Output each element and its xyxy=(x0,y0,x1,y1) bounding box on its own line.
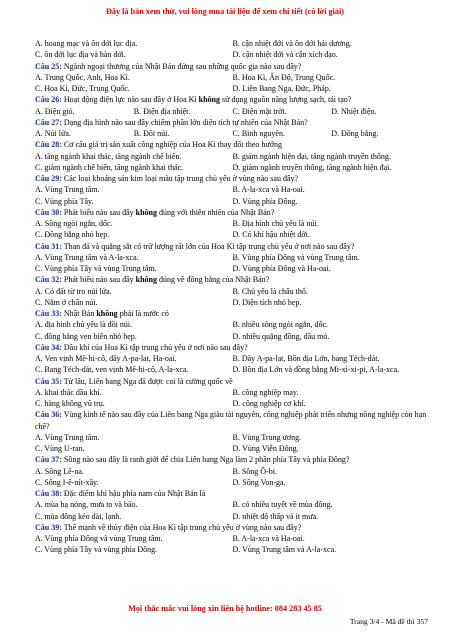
option: B. Đồi núi. xyxy=(133,129,170,138)
option: D. Có khí hậu nhiệt đới. xyxy=(232,230,310,240)
option: B. giảm ngành hiện đại, tăng ngành truyền thống. xyxy=(232,151,391,161)
question-text: Từ lâu, Liên bang Nga đã được coi là cường quốc về xyxy=(61,376,233,386)
option-row xyxy=(35,229,430,240)
option: B. nhiều sông ngòi ngắn, dốc. xyxy=(232,320,329,330)
option-row xyxy=(35,162,430,173)
question-text: Hoạt động điện lực nào sau đây ở Hoa Kì xyxy=(61,95,199,105)
question-text: Than đá và quặng sắt có trữ lượng rất lớn của Hoa Kì tập trung chủ yếu ở nơi nào sau đây? xyxy=(61,241,355,251)
question-block xyxy=(35,488,430,522)
option: B. Vùng Trung ương. xyxy=(232,432,302,442)
option: D. Vùng Viễn Đông. xyxy=(232,444,299,453)
option: C. Bang Téch-dát, ven vịnh Mê-hi-cô, A-la-xca. xyxy=(35,365,189,375)
option: B. Chủ yếu là châu thổ. xyxy=(232,286,308,296)
option-row xyxy=(35,387,430,398)
option-row xyxy=(35,151,430,162)
question-block xyxy=(35,117,430,140)
question-stem xyxy=(35,117,430,128)
question-number: Câu 33: xyxy=(35,309,62,318)
question-block xyxy=(35,94,430,117)
question-number: Câu 30: xyxy=(35,207,62,217)
option: A. địa hình chủ yếu là đồi núi. xyxy=(35,320,133,330)
question-stem xyxy=(35,454,430,465)
option: C. Đồng bằng nhỏ hẹp. xyxy=(35,230,110,240)
option: C. Bình nguyên. xyxy=(232,129,285,138)
option: C. Vùng phía Tây. xyxy=(35,196,94,206)
option: B. có nhiều tuyết về mùa đông. xyxy=(232,500,333,510)
option: B. Hoa Kì, Ấn Độ, Trung Quốc. xyxy=(232,72,336,82)
question-text: Các loại khoáng sản kim loại màu tập trung chủ yếu ở vùng nào sau đây? xyxy=(61,174,299,183)
option: D. công nghiệp cơ khí. xyxy=(232,399,306,408)
option: C. giảm ngành chế biến, tăng ngành khai thác. xyxy=(35,162,184,172)
question-text: Nhật Bản xyxy=(61,309,97,318)
question-stem xyxy=(35,274,430,285)
option-row xyxy=(35,218,430,229)
question-number: Câu 29: xyxy=(35,174,62,183)
question-stem xyxy=(35,94,430,105)
option-row xyxy=(35,263,430,274)
option-row xyxy=(35,196,430,207)
option: C. Điện mặt trời. xyxy=(232,106,287,116)
question-number: Câu 28: xyxy=(35,140,62,150)
option: A. Sông Lê-na. xyxy=(35,466,84,476)
option-row xyxy=(35,364,430,375)
option-row xyxy=(35,72,430,83)
option-row xyxy=(35,432,430,443)
question-emphasis: không xyxy=(198,95,221,105)
option-row xyxy=(35,477,430,488)
option: B. A-la-xca và Ha-oai. xyxy=(232,185,305,195)
question-text: Thế mạnh về thủy điện của Hoa Kì tập trung chủ yếu ở vùng nào sau đây? xyxy=(61,522,302,532)
option: B. Dãy A-pa-lat, Bồn địa Lớn, bang Téch-dát. xyxy=(232,354,380,363)
option: A. Ven vịnh Mê-hi-cô, dãy A-pa-lat, Ha-oai. xyxy=(35,354,177,363)
option: D. Liên Bang Nga, Đức, Pháp. xyxy=(232,84,331,93)
option: A. Vùng Trung tâm và A-la-xca. xyxy=(35,252,139,262)
option: D. Sông Von-ga. xyxy=(232,477,286,487)
question-emphasis: không xyxy=(135,275,158,285)
question-block xyxy=(35,454,430,488)
option: A. Vùng Trung tâm. xyxy=(35,432,100,442)
option-row xyxy=(35,466,430,477)
option-row xyxy=(35,353,430,364)
option: C. Hoa Kì, Đức, Trung Quốc. xyxy=(35,84,130,93)
option: A. tăng ngành khai thác, tăng ngành chế biến. xyxy=(35,151,182,161)
option: D. Đồng bằng. xyxy=(331,129,379,138)
question-block xyxy=(35,139,430,173)
option: C. đồng bằng ven biển nhỏ hẹp. xyxy=(35,331,137,341)
question-stem xyxy=(35,241,430,252)
option: D. Nhiệt điện. xyxy=(331,106,377,116)
option: D. Bồn địa Lớn và đồng bằng Mi-xi-xi-pi, A-la-xca. xyxy=(232,365,400,375)
option-row xyxy=(35,83,430,94)
option: A. Trung Quốc, Anh, Hoa Kì. xyxy=(35,72,130,82)
option: B. Vùng phía Đông và vùng Trung tâm. xyxy=(232,252,360,262)
question-text: Đặc điểm khí hậu phía nam của Nhật Bản là xyxy=(61,489,206,498)
footer-banner: Mọi thắc mắc vui lòng xin liên hệ hotline: 084 283 45 85 xyxy=(128,604,322,613)
option-row xyxy=(35,398,430,409)
option: D. Vùng phía Đông và Ha-oai. xyxy=(232,264,331,273)
question-stem xyxy=(35,173,430,184)
question-block xyxy=(35,173,430,207)
option: D. cận nhiệt đới và cận xích đạo. xyxy=(232,50,338,60)
question-stem xyxy=(35,409,430,432)
question-text: đúng về đồng bằng của Nhật Bản? xyxy=(157,275,270,285)
option: B. A-la-xca và Ha-oai. xyxy=(232,534,305,543)
question-block xyxy=(35,274,430,308)
option: D. giảm ngành truyền thống, tăng ngành hiện đại. xyxy=(232,162,392,172)
question-list xyxy=(35,61,430,556)
question-stem xyxy=(35,61,430,72)
option: D. Vùng phía Đông. xyxy=(232,196,298,206)
question-number: Câu 32: xyxy=(35,275,62,285)
question-stem xyxy=(35,139,430,150)
option: A. Điện gió. xyxy=(35,106,75,116)
option: A. Vùng Trung tâm. xyxy=(35,185,100,195)
question-text: Ngành ngoại thương của Nhật Bản đứng sau những quốc gia nào sau đây? xyxy=(61,61,302,71)
option: C. hàng không vũ trụ. xyxy=(35,399,105,408)
option-row xyxy=(35,128,430,139)
option-row xyxy=(35,544,430,555)
option-row xyxy=(35,252,430,263)
option: A. Có đất từ tro núi lửa. xyxy=(35,286,112,296)
option-row xyxy=(35,511,430,522)
option: A. hoang mạc và ôn đới lục địa. xyxy=(35,39,138,48)
question-stem xyxy=(35,342,430,353)
option: A. mùa hạ nóng, mưa to và bão. xyxy=(35,500,138,510)
page-footer: Trang 3/4 - Mã đề thi 357 xyxy=(349,617,428,626)
question-stem xyxy=(35,522,430,533)
question-number: Câu 39: xyxy=(35,522,62,532)
option-row xyxy=(35,443,430,454)
question-number: Câu 35: xyxy=(35,376,62,386)
option: A. Vùng phía Đông và vùng Trung tâm. xyxy=(35,534,163,543)
question-block xyxy=(35,376,430,410)
question-number: Câu 37: xyxy=(35,455,62,465)
question-number: Câu 36: xyxy=(35,410,62,420)
option: B. cận nhiệt đới và ôn đới hải dương. xyxy=(232,39,352,48)
option-row xyxy=(35,49,430,60)
question-block xyxy=(35,207,430,241)
option: B. Sông Ô-bi. xyxy=(232,466,277,476)
question-block xyxy=(35,308,430,342)
question-text: Sông nào sau đây là ranh giới để chia Liên bang Nga làm 2 phần phía Tây và phía Đông? xyxy=(61,455,350,465)
question-block xyxy=(35,241,430,275)
question-stem xyxy=(35,376,430,387)
option: C. Vùng U-ran. xyxy=(35,444,85,453)
option: C. mùa đông kéo dài, lạnh. xyxy=(35,511,122,521)
option: C. Vùng phía Tây và vùng phía Đông. xyxy=(35,545,158,555)
option: B. Điện địa nhiệt. xyxy=(133,106,191,116)
option: C. ôn đới lục địa và hàn đới. xyxy=(35,50,126,60)
option: A. Núi lửa. xyxy=(35,129,71,138)
question-text: sử dụng nguồn năng lượng sạch, tái tạo? xyxy=(220,95,352,105)
question-text: đúng với thiên nhiên của Nhật Bản? xyxy=(157,207,275,217)
option: A. khai thác dầu khí. xyxy=(35,387,102,397)
option-row xyxy=(35,286,430,297)
option: C. Sông I-ê-nít-xây. xyxy=(35,477,99,487)
question-stem xyxy=(35,308,430,319)
question-number: Câu 26: xyxy=(35,95,62,105)
question-block xyxy=(35,522,430,556)
question-number: Câu 27: xyxy=(35,117,62,127)
question-number: Câu 34: xyxy=(35,342,62,352)
question-text: Phát biểu nào sau đây xyxy=(61,275,136,285)
option: D. Vùng Trung tâm và A-la-xca. xyxy=(232,545,337,555)
option-row xyxy=(35,533,430,544)
question-number: Câu 31: xyxy=(35,241,62,251)
question-number: Câu 38: xyxy=(35,489,62,498)
question-sheet xyxy=(35,38,430,556)
question-text: Dầu khí của Hoa Kì tập trung chủ yếu ở nơi nào sau đây? xyxy=(61,342,248,352)
option: D. nhiệt độ thấp và ít mưa. xyxy=(232,511,319,521)
option: B. Địa hình chủ yếu là núi. xyxy=(232,219,319,228)
option-row xyxy=(35,106,430,117)
question-stem xyxy=(35,207,430,218)
question-emphasis: không xyxy=(135,207,158,217)
option: A. Sông ngòi ngắn, dốc. xyxy=(35,219,113,228)
option: C. Vùng phía Tây và vùng Trung tâm. xyxy=(35,264,157,273)
option: D. Diện tích nhỏ hẹp. xyxy=(232,297,302,307)
question-block xyxy=(35,61,430,95)
question-text: Vùng kinh tế nào sau đây của Liên bang Nga giàu tài nguyên, công nghiệp phát triển nhưng nông nghiệp còn hạn chế? xyxy=(35,410,427,431)
question-text: Dạng địa hình nào sau đây chiếm phần lớn diện tích tự nhiên của Nhật Bản? xyxy=(61,117,308,127)
question-emphasis: không xyxy=(96,309,118,318)
option-row xyxy=(35,297,430,308)
option-row xyxy=(35,38,430,49)
question-block xyxy=(35,409,430,454)
option-row xyxy=(35,184,430,195)
header-banner: Đây là bản xem thử, vui lòng mua tài liệu để xem chi tiết (có lời giải) xyxy=(105,7,344,16)
option: C. Nằm ở chân núi. xyxy=(35,297,98,307)
question-text: phải là nước có xyxy=(117,309,169,318)
question-number: Câu 25: xyxy=(35,61,62,71)
option-row xyxy=(35,499,430,510)
question-text: Cơ cấu giá trị sản xuất công nghiệp của Hoa Kì thay đổi theo hướng xyxy=(61,140,282,150)
option-row xyxy=(35,331,430,342)
option: D. nhiều quặng đồng, dầu mỏ. xyxy=(232,331,330,341)
option-row xyxy=(35,319,430,330)
question-block xyxy=(35,342,430,376)
option: B. công nghiệp may. xyxy=(232,387,299,397)
question-stem xyxy=(35,488,430,499)
question-text: Phát biểu nào sau đây xyxy=(61,207,136,217)
